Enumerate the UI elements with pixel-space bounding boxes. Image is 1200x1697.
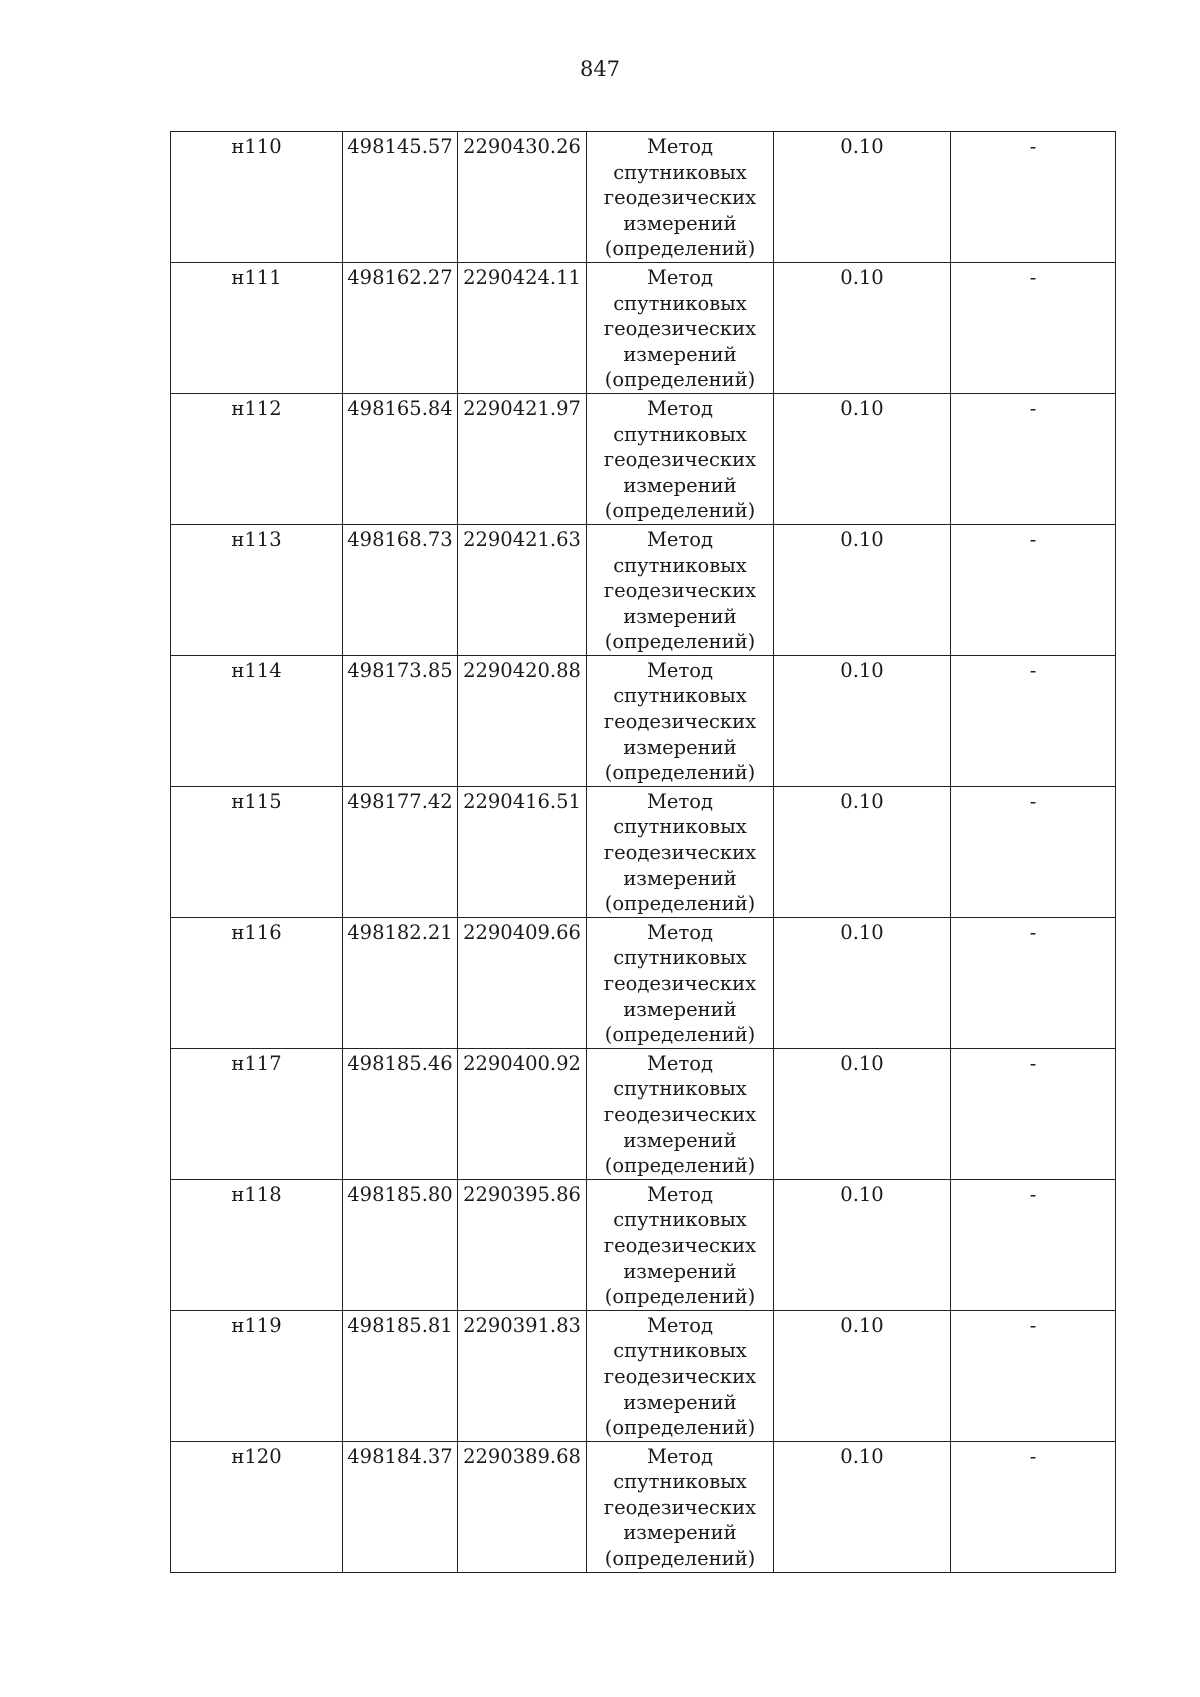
- method-cell: [587, 524, 774, 655]
- note-cell: -: [951, 132, 1116, 263]
- method-cell: [587, 1441, 774, 1572]
- method-line: измерений: [623, 1521, 737, 1545]
- point-id-cell: н111: [171, 262, 343, 393]
- method-line: измерений: [623, 1259, 737, 1283]
- y-coordinate-cell: 2290424.11: [458, 262, 587, 393]
- method-line: спутниковых: [613, 1208, 747, 1232]
- accuracy-cell: 0.10: [774, 1179, 951, 1310]
- y-coordinate-cell: 2290421.63: [458, 524, 587, 655]
- method-line: спутниковых: [613, 946, 747, 970]
- method-line: (определений): [604, 1023, 756, 1047]
- y-coordinate-cell: 2290389.68: [458, 1441, 587, 1572]
- method-line: спутниковых: [613, 1077, 747, 1101]
- point-id-cell: н117: [171, 1048, 343, 1179]
- method-line: измерений: [623, 604, 737, 628]
- page-number: 847: [579, 57, 621, 81]
- method-line: геодезических: [603, 579, 757, 603]
- method-line: спутниковых: [613, 815, 747, 839]
- accuracy-cell: 0.10: [774, 393, 951, 524]
- x-coordinate-cell: 498173.85: [343, 655, 458, 786]
- note-cell: -: [951, 655, 1116, 786]
- method-line: Метод: [646, 396, 714, 420]
- accuracy-cell: 0.10: [774, 1048, 951, 1179]
- method-line: измерений: [623, 1128, 737, 1152]
- note-cell: -: [951, 1179, 1116, 1310]
- table-row: [171, 1179, 1116, 1310]
- table-row: [171, 917, 1116, 1048]
- table-row: [171, 1441, 1116, 1572]
- method-line: Метод: [646, 135, 714, 158]
- note-cell: -: [951, 1310, 1116, 1441]
- method-line: (определений): [604, 237, 756, 261]
- accuracy-cell: 0.10: [774, 786, 951, 917]
- x-coordinate-cell: 498168.73: [343, 524, 458, 655]
- method-line: (определений): [604, 892, 756, 916]
- method-line: геодезических: [603, 1364, 757, 1388]
- method-line: геодезических: [603, 972, 757, 995]
- method-line: спутниковых: [613, 1470, 747, 1494]
- table-row: [171, 655, 1116, 786]
- method-line: геодезических: [603, 317, 757, 341]
- accuracy-cell: 0.10: [774, 1310, 951, 1441]
- table-row: [171, 393, 1116, 524]
- method-line: (определений): [604, 1285, 756, 1309]
- method-cell: [587, 786, 774, 917]
- method-line: геодезических: [603, 1102, 757, 1126]
- method-line: (определений): [604, 1154, 756, 1178]
- method-line: спутниковых: [613, 553, 747, 577]
- point-id-cell: н119: [171, 1310, 343, 1441]
- method-line: Метод: [646, 527, 714, 551]
- method-line: измерений: [623, 211, 737, 235]
- note-cell: -: [951, 1441, 1116, 1572]
- point-id-cell: н110: [171, 132, 343, 263]
- method-line: (определений): [604, 1416, 756, 1440]
- point-id-cell: н113: [171, 524, 343, 655]
- method-line: Метод: [646, 1182, 714, 1206]
- y-coordinate-cell: 2290400.92: [458, 1048, 587, 1179]
- accuracy-cell: 0.10: [774, 917, 951, 1048]
- method-line: (определений): [604, 368, 756, 392]
- method-line: геодезических: [603, 186, 757, 210]
- x-coordinate-cell: 498145.57: [343, 132, 458, 263]
- method-line: спутниковых: [613, 684, 747, 708]
- y-coordinate-cell: 2290430.26: [458, 132, 587, 263]
- table-row: [171, 524, 1116, 655]
- method-line: измерений: [623, 473, 737, 497]
- table-row: [171, 262, 1116, 393]
- method-line: спутниковых: [613, 160, 747, 184]
- accuracy-cell: 0.10: [774, 262, 951, 393]
- x-coordinate-cell: 498185.81: [343, 1310, 458, 1441]
- note-cell: -: [951, 393, 1116, 524]
- accuracy-cell: 0.10: [774, 524, 951, 655]
- method-line: Метод: [646, 1051, 714, 1075]
- method-line: Метод: [646, 1444, 714, 1468]
- method-cell: [587, 393, 774, 524]
- y-coordinate-cell: 2290416.51: [458, 786, 587, 917]
- table-row: [171, 1048, 1116, 1179]
- coordinates-table: [170, 131, 1116, 1573]
- note-cell: -: [951, 524, 1116, 655]
- method-line: (определений): [604, 761, 756, 785]
- method-line: (определений): [604, 630, 756, 654]
- point-id-cell: н120: [171, 1441, 343, 1572]
- method-line: геодезических: [603, 841, 757, 865]
- method-line: (определений): [604, 1547, 756, 1571]
- x-coordinate-cell: 498185.80: [343, 1179, 458, 1310]
- x-coordinate-cell: 498185.46: [343, 1048, 458, 1179]
- method-line: геодезических: [603, 448, 757, 472]
- x-coordinate-cell: 498184.37: [343, 1441, 458, 1572]
- method-line: измерений: [623, 997, 737, 1021]
- x-coordinate-cell: 498165.84: [343, 393, 458, 524]
- y-coordinate-cell: 2290391.83: [458, 1310, 587, 1441]
- method-cell: [587, 655, 774, 786]
- accuracy-cell: 0.10: [774, 1441, 951, 1572]
- method-cell: [587, 917, 774, 1048]
- coordinates-table-body: [171, 132, 1116, 1573]
- method-line: измерений: [623, 1390, 737, 1414]
- method-line: измерений: [623, 866, 737, 890]
- method-line: спутниковых: [613, 422, 747, 446]
- table-row: [171, 786, 1116, 917]
- table-row: [171, 132, 1116, 263]
- accuracy-cell: 0.10: [774, 132, 951, 263]
- method-line: спутниковых: [613, 1339, 747, 1363]
- x-coordinate-cell: 498162.27: [343, 262, 458, 393]
- method-line: геодезических: [603, 710, 757, 734]
- method-line: геодезических: [603, 1233, 757, 1257]
- note-cell: -: [951, 262, 1116, 393]
- method-line: Метод: [646, 658, 714, 682]
- method-line: Метод: [646, 265, 714, 289]
- method-line: измерений: [623, 342, 737, 366]
- method-line: Метод: [646, 1313, 714, 1337]
- method-line: измерений: [623, 735, 737, 759]
- y-coordinate-cell: 2290395.86: [458, 1179, 587, 1310]
- point-id-cell: н115: [171, 786, 343, 917]
- table-row: [171, 1310, 1116, 1441]
- accuracy-cell: 0.10: [774, 655, 951, 786]
- method-line: (определений): [604, 499, 756, 523]
- point-id-cell: н112: [171, 393, 343, 524]
- point-id-cell: н118: [171, 1179, 343, 1310]
- method-line: спутниковых: [613, 291, 747, 315]
- y-coordinate-cell: 2290409.66: [458, 917, 587, 1048]
- method-line: Метод: [646, 789, 714, 813]
- note-cell: -: [951, 917, 1116, 1048]
- point-id-cell: н116: [171, 917, 343, 1048]
- method-cell: [587, 1048, 774, 1179]
- point-id-cell: н114: [171, 655, 343, 786]
- method-cell: [587, 1310, 774, 1441]
- x-coordinate-cell: 498182.21: [343, 917, 458, 1048]
- x-coordinate-cell: 498177.42: [343, 786, 458, 917]
- method-cell: [587, 262, 774, 393]
- method-cell: [587, 1179, 774, 1310]
- y-coordinate-cell: 2290420.88: [458, 655, 587, 786]
- method-cell: [587, 132, 774, 263]
- method-line: геодезических: [603, 1495, 757, 1519]
- note-cell: -: [951, 786, 1116, 917]
- method-line: Метод: [646, 920, 714, 944]
- note-cell: -: [951, 1048, 1116, 1179]
- y-coordinate-cell: 2290421.97: [458, 393, 587, 524]
